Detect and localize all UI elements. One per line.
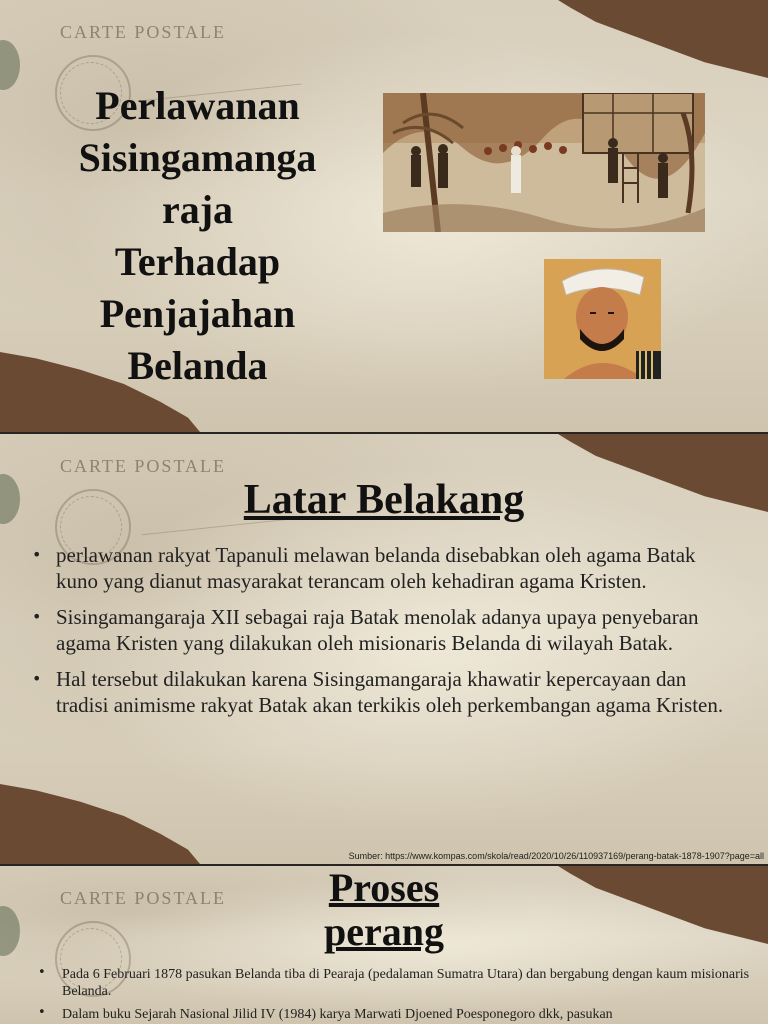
title-line: Terhadap bbox=[114, 239, 281, 284]
title-line: raja bbox=[161, 187, 234, 232]
bullet-item bbox=[38, 1006, 758, 1023]
bullet-item bbox=[38, 966, 758, 1000]
title-line: Belanda bbox=[127, 343, 268, 388]
title-line: Sisingamanga bbox=[78, 135, 317, 180]
source-link[interactable]: Sumber: https://www.kompas.com/skola/read/2020/10/26/110937169/perang-batak-1878-1907?page=all bbox=[348, 851, 764, 861]
bullet-text: Sisingamangaraja XII sebagai raja Batak menolak adanya upaya penyebaran agama Kristen yang dilakukan oleh misionaris Belanda di wilayah Batak. bbox=[56, 605, 699, 655]
bullet-item bbox=[32, 542, 742, 594]
bullet-dot-icon: • bbox=[38, 965, 46, 980]
slide-title bbox=[0, 0, 768, 432]
bullet-dot-icon: • bbox=[38, 1005, 46, 1020]
bullet-item bbox=[32, 604, 742, 656]
slide-title-text bbox=[40, 80, 355, 392]
bullet-dot-icon: • bbox=[32, 607, 42, 626]
bullet-item bbox=[32, 666, 742, 718]
bullet-dot-icon: • bbox=[32, 669, 42, 688]
portrait-image bbox=[544, 259, 661, 379]
torn-corner-bottom-left bbox=[0, 784, 200, 864]
slide-background bbox=[0, 434, 768, 864]
slide-heading bbox=[0, 866, 768, 954]
bullet-text: Pada 6 Februari 1878 pasukan Belanda tiba di Pearaja (pedalaman Sumatra Utara) dan bergabung dengan kaum misionaris Belanda. bbox=[62, 967, 750, 999]
bullet-dot-icon: • bbox=[32, 545, 42, 564]
bullet-text: perlawanan rakyat Tapanuli melawan belanda disebabkan oleh agama Batak kuno yang dianut masyarakat terancam oleh kehadiran agama Kristen. bbox=[56, 543, 696, 593]
title-line: Penjajahan bbox=[99, 291, 296, 336]
battle-illustration bbox=[383, 93, 705, 232]
title-line: Perlawanan bbox=[95, 83, 300, 128]
ornament-decoration bbox=[0, 40, 20, 90]
postcard-watermark: CARTE POSTALE bbox=[60, 888, 226, 908]
title-line: perang bbox=[324, 909, 444, 954]
title-line: Proses bbox=[328, 866, 440, 910]
slide-process bbox=[0, 866, 768, 1024]
bullet-list bbox=[38, 966, 758, 1024]
bullet-list bbox=[32, 542, 742, 728]
postcard-watermark: CARTE POSTALE bbox=[60, 456, 226, 476]
bullet-text: Hal tersebut dilakukan karena Sisingamangaraja khawatir kepercayaan dan tradisi animisme rakyat Batak akan terkikis oleh perkembangan agama Kristen. bbox=[56, 667, 724, 717]
torn-corner-top-right bbox=[558, 0, 768, 78]
bullet-text: Dalam buku Sejarah Nasional Jilid IV (1984) karya Marwati Djoened Poesponegoro dkk, pasukan bbox=[62, 1007, 613, 1022]
slide-heading: Latar Belakang bbox=[243, 477, 525, 523]
postcard-watermark: CARTE POSTALE bbox=[60, 22, 226, 42]
